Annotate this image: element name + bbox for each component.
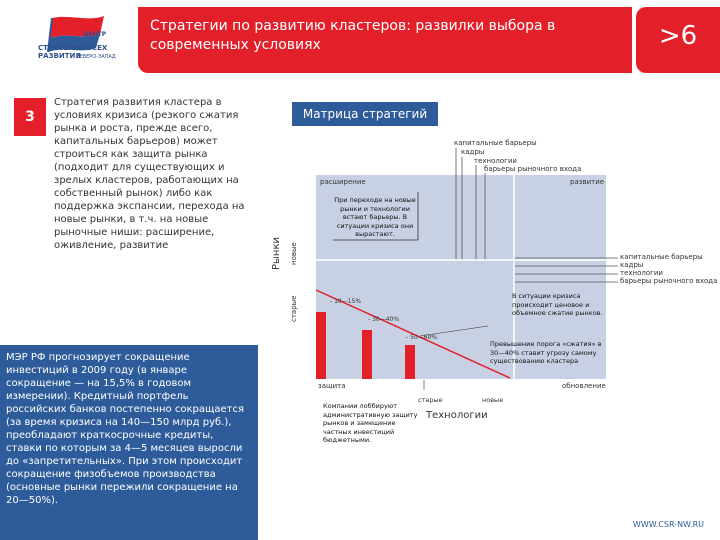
x-axis-label: Технологии <box>426 410 488 421</box>
barrier-top-3: барьеры рыночного входа <box>484 165 582 173</box>
note-threshold: Превышение порога «сжатия» в 30—40% ставит угрозу самому существованию кластера <box>490 340 602 365</box>
barrier-top-2: технологии <box>474 157 517 165</box>
barrier-top-0: капитальные барьеры <box>454 139 537 147</box>
barrier-right-3: барьеры рыночного входа <box>620 277 718 285</box>
matrix-title: Матрица стратегий <box>292 102 438 126</box>
logo-sub: ЦЕНТР <box>83 31 107 38</box>
note-crisis: В ситуации кризиса происходит ценовое и объемное сжатие рынков. <box>512 292 603 317</box>
pct-label-1: - 10—15% <box>330 298 362 305</box>
pct-label-3: - 50—60% <box>406 334 438 341</box>
pct-label-2: - 30—40% <box>368 316 400 323</box>
quadrant-label-protection: защита <box>318 382 346 390</box>
note-lobby: Компании лоббируют административную защиту рынков и замещение частных инвестиций бюджетными. <box>323 402 418 444</box>
quadrant-label-expansion: расширение <box>320 178 366 186</box>
page-title: Стратегии по развитию кластеров: развилки выбора в современных условиях <box>150 18 556 53</box>
barrier-right-2: технологии <box>620 269 663 277</box>
x-new-label: новые <box>482 396 504 404</box>
barrier-right-0: капитальные барьеры <box>620 253 703 261</box>
strategy-text: Стратегия развития кластера в условиях кризиса (резкого сжатия рынка и роста, прежде всего, капитальных барьеров) может строиться как защита рынка (подходит для существующих и зрелых кластеров, работающих на собственный рынок) либо как поддержка экспансии, перехода на новые рынки, в т.ч. на новые рыночные ниши: расширение, оживление, развитие <box>54 97 245 251</box>
page-number: >6 <box>658 21 698 51</box>
note-new-markets: При переходе на новые рынки и технологии встают барьеры. В ситуации кризиса они вырастают. <box>334 196 416 238</box>
y-new-label: новые <box>290 242 298 265</box>
info-box: МЭР РФ прогнозирует сокращение инвестиций в 2009 году (в январе сокращение — на 15,5% в годовом измерении). Кредитный портфель российских банков постепенно сокращается (за время кризиса на 140—150 млрд руб.), преобладают краткосрочные кредиты, ставки по которым за 4—5 месяцев выросли до «запретительных». При этом происходит сокращение физобъемов производства (основные рынки пережили сокращение на 20—50%). <box>0 345 258 540</box>
quadrant-label-development: развитие <box>570 178 605 186</box>
footer-url[interactable]: WWW.CSR-NW.RU <box>632 520 704 529</box>
y-axis-label: Рынки <box>271 236 282 270</box>
logo-tiny: СЕВЕРО-ЗАПАД <box>76 54 116 60</box>
logo-line1: СТРАТЕГИИ ВСЕХ <box>38 44 108 52</box>
quadrant-label-renewal: обновление <box>562 382 606 390</box>
y-old-label: старые <box>290 295 298 322</box>
x-old-label: старые <box>418 396 443 404</box>
barrier-top-1: кадры <box>461 148 485 156</box>
barrier-right-1: кадры <box>620 261 644 269</box>
logo-line2: РАЗВИТИЯ <box>38 52 81 60</box>
step-number: 3 <box>14 98 46 136</box>
